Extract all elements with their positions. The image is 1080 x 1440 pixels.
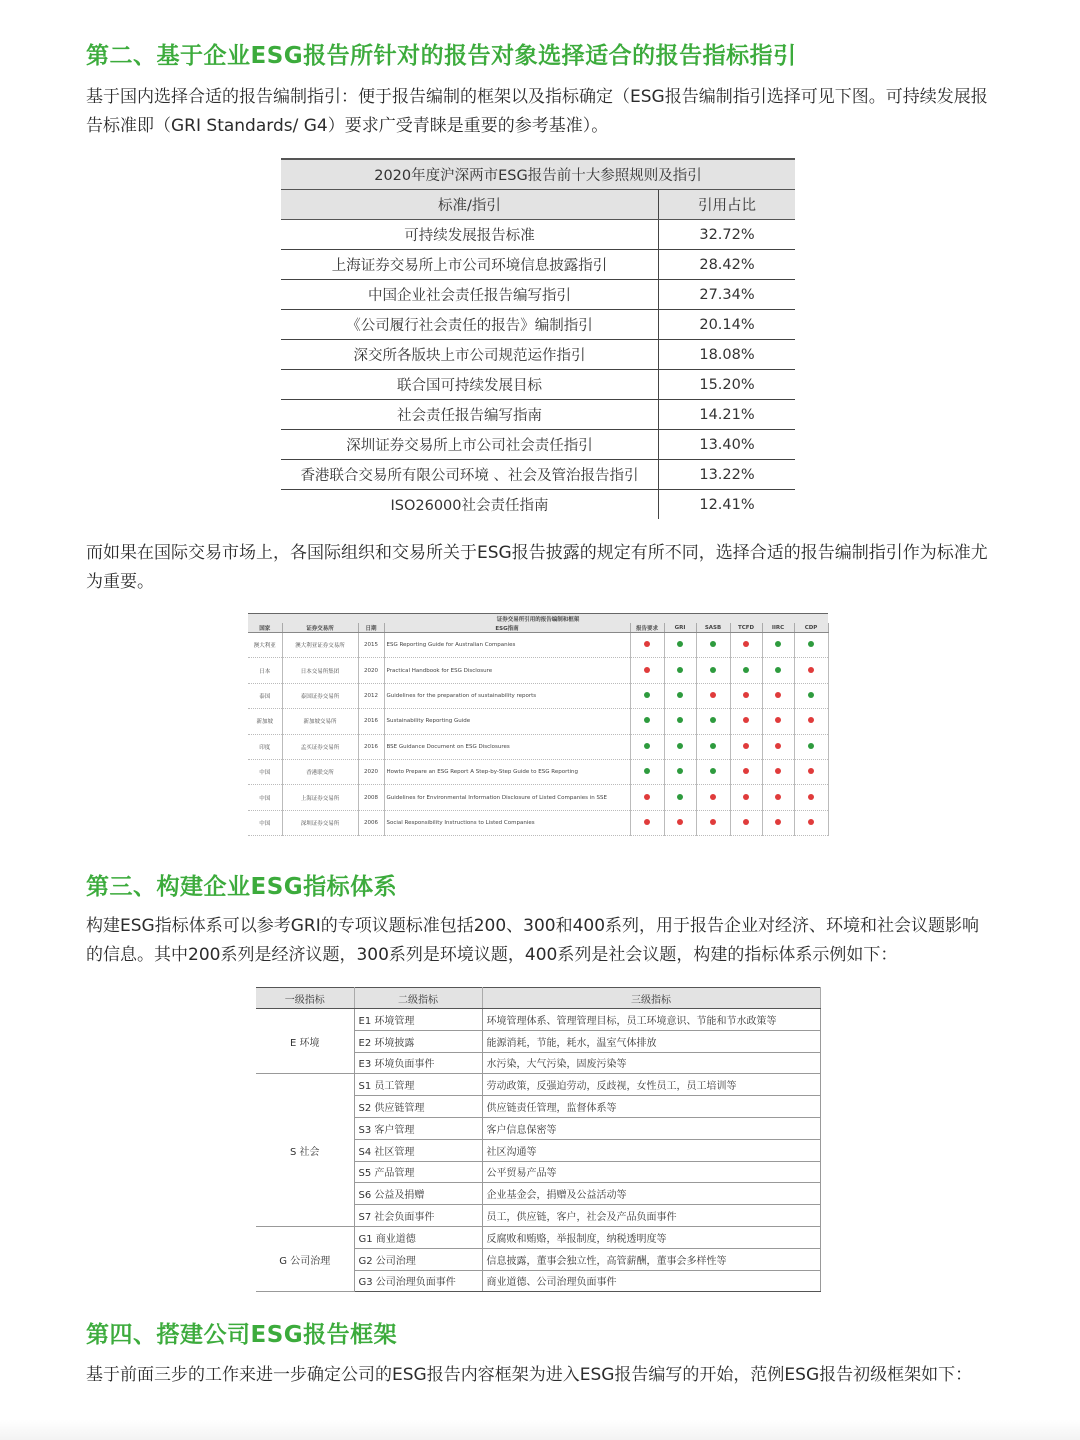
framework-cell [696, 785, 730, 810]
top10-guidelines-table [281, 158, 795, 519]
level1-indicator: S 社会 [256, 1074, 354, 1227]
standard-name: ISO26000社会责任指南 [281, 490, 659, 520]
table-row [248, 633, 828, 658]
green-dot-icon [710, 768, 716, 774]
green-dot-icon [677, 717, 683, 723]
exchange-name: 泰国证券交易所 [282, 683, 358, 708]
framework-cell [762, 734, 794, 759]
framework-cell [762, 633, 794, 658]
green-dot-icon [710, 717, 716, 723]
standard-name: 可持续发展报告标准 [281, 220, 659, 250]
red-dot-icon [710, 692, 716, 698]
level2-indicator: G2 公司治理 [354, 1248, 482, 1270]
level3-indicator: 供应链责任管理，监督体系等 [482, 1096, 820, 1118]
standard-name: 中国企业社会责任报告编写指引 [281, 280, 659, 310]
red-dot-icon [644, 641, 650, 647]
table-row [248, 785, 828, 810]
level3-indicator: 反腐败和贿赂，举报制度，纳税透明度等 [482, 1226, 820, 1248]
exchange-column-header: 报告要求 [630, 623, 664, 633]
framework-cell [696, 759, 730, 784]
exchange-name: 深圳证券交易所 [282, 810, 358, 835]
red-dot-icon [743, 717, 749, 723]
section3-paragraph: 构建ESG指标体系可以参考GRI的专项议题标准包括200、300和400系列，用于报告企业对经济、环境和社会议题影响的信息。其中200系列是经济议题，300系列是环境议题，400系列是社会议题，构建的指标体系示例如下： [86, 916, 980, 965]
table-row [281, 280, 795, 310]
standard-name: 社会责任报告编写指南 [281, 400, 659, 430]
year: 2016 [358, 734, 384, 759]
table-row [281, 490, 795, 520]
framework-cell [794, 785, 828, 810]
table-row [281, 460, 795, 490]
framework-cell [762, 759, 794, 784]
framework-cell [630, 633, 664, 658]
framework-cell [794, 633, 828, 658]
year: 2008 [358, 785, 384, 810]
standard-name: 上海证券交易所上市公司环境信息披露指引 [281, 250, 659, 280]
green-dot-icon [677, 743, 683, 749]
level3-indicator: 员工，供应链，客户，社会及产品负面事件 [482, 1205, 820, 1227]
exchange-name: 上海证券交易所 [282, 785, 358, 810]
table-row [281, 310, 795, 340]
section4-paragraph: 基于前面三步的工作来进一步确定公司的ESG报告内容框架为进入ESG报告编写的开始，范例ESG报告初级框架如下： [86, 1365, 973, 1385]
level3-indicator: 社区沟通等 [482, 1139, 820, 1161]
column-header-ratio: 引用占比 [659, 190, 796, 220]
exchange-name: 新加坡交易所 [282, 709, 358, 734]
green-dot-icon [644, 717, 650, 723]
country: 新加坡 [248, 709, 282, 734]
framework-cell [762, 683, 794, 708]
red-dot-icon [808, 717, 814, 723]
framework-cell [664, 683, 696, 708]
exchange-column-header: GRI [664, 623, 696, 633]
citation-ratio: 32.72% [659, 220, 796, 250]
red-dot-icon [775, 717, 781, 723]
green-dot-icon [775, 667, 781, 673]
green-dot-icon [710, 641, 716, 647]
table-row [256, 1226, 820, 1248]
level2-indicator: E1 环境管理 [354, 1009, 482, 1031]
level2-indicator: S3 客户管理 [354, 1117, 482, 1139]
level3-indicator: 能源消耗，节能，耗水，温室气体排放 [482, 1030, 820, 1052]
framework-cell [730, 658, 762, 683]
exchange-column-header: 日期 [358, 623, 384, 633]
level3-indicator: 劳动政策，反强迫劳动，反歧视，女性员工，员工培训等 [482, 1074, 820, 1096]
framework-cell [730, 785, 762, 810]
level2-indicator: G3 公司治理负面事件 [354, 1270, 482, 1292]
citation-ratio: 28.42% [659, 250, 796, 280]
framework-cell [696, 734, 730, 759]
framework-cell [630, 734, 664, 759]
level2-indicator: S7 社会负面事件 [354, 1205, 482, 1227]
green-dot-icon [808, 692, 814, 698]
green-dot-icon [677, 667, 683, 673]
red-dot-icon [808, 794, 814, 800]
level2-indicator: E2 环境披露 [354, 1030, 482, 1052]
framework-cell [696, 658, 730, 683]
table-row [256, 1009, 820, 1031]
red-dot-icon [710, 819, 716, 825]
year: 2015 [358, 633, 384, 658]
green-dot-icon [644, 768, 650, 774]
green-dot-icon [677, 692, 683, 698]
framework-cell [630, 810, 664, 835]
country: 中国 [248, 810, 282, 835]
level2-indicator: G1 商业道德 [354, 1226, 482, 1248]
red-dot-icon [743, 819, 749, 825]
framework-cell [630, 709, 664, 734]
green-dot-icon [677, 641, 683, 647]
citation-ratio: 13.22% [659, 460, 796, 490]
citation-ratio: 18.08% [659, 340, 796, 370]
framework-cell [696, 683, 730, 708]
level3-indicator: 商业道德、公司治理负面事件 [482, 1270, 820, 1292]
red-dot-icon [644, 819, 650, 825]
framework-cell [696, 633, 730, 658]
table-row [281, 400, 795, 430]
section2-paragraph-1: 基于国内选择合适的报告编制指引：便于报告编制的框架以及指标确定（ESG报告编制指引选择可见下图。可持续发展报告标准即（GRI Standards/ G4）要求广受青睐是重要的参考基准）。 [86, 87, 988, 136]
green-dot-icon [808, 743, 814, 749]
section3-heading: 第三、构建企业ESG指标体系 [86, 874, 398, 900]
green-dot-icon [808, 641, 814, 647]
red-dot-icon [775, 768, 781, 774]
framework-cell [696, 810, 730, 835]
green-dot-icon [677, 794, 683, 800]
red-dot-icon [775, 692, 781, 698]
framework-cell [730, 810, 762, 835]
column-header-level2: 二级指标 [354, 988, 482, 1009]
guide-title: Social Responsibility Instructions to Listed Companies [384, 810, 630, 835]
standard-name: 香港联合交易所有限公司环境 、社会及管治报告指引 [281, 460, 659, 490]
red-dot-icon [644, 794, 650, 800]
level2-indicator: S2 供应链管理 [354, 1096, 482, 1118]
framework-cell [630, 658, 664, 683]
exchange-name: 日本交易所集团 [282, 658, 358, 683]
standard-name: 《公司履行社会责任的报告》编制指引 [281, 310, 659, 340]
table-row [281, 340, 795, 370]
level3-indicator: 环境管理体系、管理管理目标，员工环境意识、节能和节水政策等 [482, 1009, 820, 1031]
citation-ratio: 15.20% [659, 370, 796, 400]
framework-cell [630, 683, 664, 708]
framework-cell [664, 810, 696, 835]
country: 中国 [248, 785, 282, 810]
green-dot-icon [644, 743, 650, 749]
table-row [256, 1074, 820, 1096]
exchange-column-header: TCFD [730, 623, 762, 633]
framework-cell [794, 759, 828, 784]
red-dot-icon [743, 692, 749, 698]
red-dot-icon [808, 819, 814, 825]
table-row [248, 709, 828, 734]
level2-indicator: S4 社区管理 [354, 1139, 482, 1161]
table-row [248, 734, 828, 759]
guide-title: Guidelines for the preparation of sustainability reports [384, 683, 630, 708]
exchange-guidelines-table [248, 613, 828, 836]
framework-cell [794, 734, 828, 759]
level3-indicator: 企业基金会，捐赠及公益活动等 [482, 1183, 820, 1205]
framework-cell [664, 709, 696, 734]
year: 2020 [358, 759, 384, 784]
red-dot-icon [743, 768, 749, 774]
citation-ratio: 14.21% [659, 400, 796, 430]
level3-indicator: 水污染，大气污染，固废污染等 [482, 1052, 820, 1074]
red-dot-icon [808, 667, 814, 673]
framework-cell [696, 709, 730, 734]
red-dot-icon [775, 743, 781, 749]
framework-cell [664, 734, 696, 759]
level3-indicator: 公平贸易产品等 [482, 1161, 820, 1183]
red-dot-icon [644, 667, 650, 673]
green-dot-icon [743, 667, 749, 673]
section2-paragraph-2: 而如果在国际交易市场上，各国际组织和交易所关于ESG报告披露的规定有所不同，选择合适的报告编制指引作为标准尤为重要。 [86, 543, 988, 592]
framework-cell [730, 633, 762, 658]
year: 2020 [358, 658, 384, 683]
exchange-column-header: SASB [696, 623, 730, 633]
table-row [248, 810, 828, 835]
framework-cell [730, 759, 762, 784]
framework-cell [664, 658, 696, 683]
table-row [248, 658, 828, 683]
exchange-column-header: IIRC [762, 623, 794, 633]
framework-cell [664, 759, 696, 784]
country: 泰国 [248, 683, 282, 708]
citation-ratio: 27.34% [659, 280, 796, 310]
red-dot-icon [677, 819, 683, 825]
green-dot-icon [677, 768, 683, 774]
column-header-level1: 一级指标 [256, 988, 354, 1009]
red-dot-icon [775, 794, 781, 800]
framework-cell [794, 709, 828, 734]
column-header-level3: 三级指标 [482, 988, 820, 1009]
country: 印度 [248, 734, 282, 759]
level2-indicator: E3 环境负面事件 [354, 1052, 482, 1074]
section4-heading: 第四、搭建公司ESG报告框架 [86, 1322, 398, 1348]
citation-ratio: 12.41% [699, 496, 755, 513]
framework-cell [730, 709, 762, 734]
exchange-name: 香港联交所 [282, 759, 358, 784]
level2-indicator: S5 产品管理 [354, 1161, 482, 1183]
exchange-name: 孟买证券交易所 [282, 734, 358, 759]
table-row [248, 683, 828, 708]
table-row [281, 370, 795, 400]
section2-heading: 第二、基于企业ESG报告所针对的报告对象选择适合的报告指标指引 [86, 43, 797, 69]
red-dot-icon [808, 768, 814, 774]
level3-indicator: 客户信息保密等 [482, 1117, 820, 1139]
exchange-column-header: 证券交易所 [282, 623, 358, 633]
country: 中国 [248, 759, 282, 784]
exchange-column-header: CDP [794, 623, 828, 633]
exchange-column-header: ESG指南 [384, 623, 630, 633]
framework-cell [730, 734, 762, 759]
green-dot-icon [644, 692, 650, 698]
framework-cell [762, 785, 794, 810]
standard-name: 深圳证券交易所上市公司社会责任指引 [281, 430, 659, 460]
year: 2016 [358, 709, 384, 734]
framework-cell [762, 810, 794, 835]
guide-title: Guidelines for Environmental Information Disclosure of Listed Companies in SSE [384, 785, 630, 810]
framework-cell [664, 785, 696, 810]
framework-cell [730, 683, 762, 708]
exchange-column-header: 国家 [248, 623, 282, 633]
table-caption: 2020年度沪深两市ESG报告前十大参照规则及指引 [281, 159, 795, 190]
guide-title: Practical Handbook for ESG Disclosure [384, 658, 630, 683]
country: 日本 [248, 658, 282, 683]
framework-cell [762, 709, 794, 734]
framework-cell [794, 810, 828, 835]
red-dot-icon [710, 794, 716, 800]
green-dot-icon [775, 641, 781, 647]
framework-cell [664, 633, 696, 658]
framework-cell [794, 658, 828, 683]
table-row [281, 250, 795, 280]
green-dot-icon [710, 743, 716, 749]
guide-title: BSE Guidance Document on ESG Disclosures [384, 734, 630, 759]
guide-title: ESG Reporting Guide for Australian Companies [384, 633, 630, 658]
year: 2006 [358, 810, 384, 835]
level2-indicator: S1 员工管理 [354, 1074, 482, 1096]
table-row [281, 430, 795, 460]
standard-name: 深交所各版块上市公司规范运作指引 [281, 340, 659, 370]
table-row [281, 220, 795, 250]
citation-ratio: 20.14% [659, 310, 796, 340]
framework-cell [630, 785, 664, 810]
guide-title: Howto Prepare an ESG Report A Step-by-Step Guide to ESG Reporting [384, 759, 630, 784]
year: 2012 [358, 683, 384, 708]
level3-indicator: 信息披露，董事会独立性，高管薪酬，董事会多样性等 [482, 1248, 820, 1270]
level1-indicator: G 公司治理 [256, 1226, 354, 1291]
guide-title: Sustainability Reporting Guide [384, 709, 630, 734]
level1-indicator: E 环境 [256, 1009, 354, 1074]
column-header-standard: 标准/指引 [281, 190, 659, 220]
framework-cell [630, 759, 664, 784]
bottom-fade [0, 1420, 1080, 1440]
red-dot-icon [743, 641, 749, 647]
citation-ratio: 13.40% [659, 430, 796, 460]
standard-name: 联合国可持续发展目标 [281, 370, 659, 400]
country: 澳大利亚 [248, 633, 282, 658]
red-dot-icon [743, 743, 749, 749]
exchange-name: 澳大利亚证券交易所 [282, 633, 358, 658]
green-dot-icon [710, 667, 716, 673]
level2-indicator: S6 公益及捐赠 [354, 1183, 482, 1205]
red-dot-icon [743, 794, 749, 800]
framework-cell [762, 658, 794, 683]
red-dot-icon [775, 819, 781, 825]
table-row [248, 759, 828, 784]
framework-cell [794, 683, 828, 708]
esg-indicator-table [256, 987, 821, 1292]
exchange-table-caption: 证券交易所引用的报告编制和框架 [248, 614, 828, 624]
